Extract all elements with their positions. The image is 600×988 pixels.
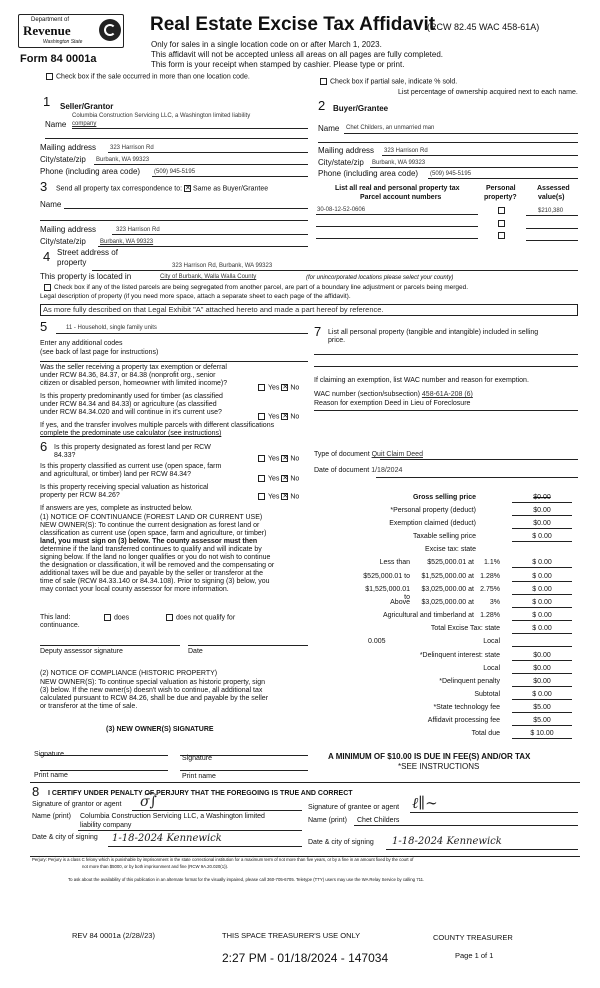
does-not-qualify-option[interactable]: does not qualify for	[166, 614, 235, 622]
grantee-date-city[interactable]: 1-18-2024 Kennewick	[392, 836, 502, 847]
additional-codes-see: (see back of last page for instructions)	[40, 349, 159, 356]
subtotal[interactable]: $ 0.00	[512, 691, 572, 700]
grantor-name-2[interactable]: liability company	[80, 822, 132, 829]
buyer-mailing-label: Mailing address	[318, 146, 375, 155]
personal-header-2: property?	[484, 194, 517, 201]
partial-sale-checkbox[interactable]	[320, 78, 327, 85]
notice-3-title: (3) NEW OWNER(S) SIGNATURE	[106, 726, 214, 733]
form-title: Real Estate Excise Tax Affidavit	[150, 14, 436, 35]
notice-1-title: (1) NOTICE OF CONTINUANCE (FOREST LAND OR CURRENT USE)	[40, 514, 263, 521]
list-percentage-note: List percentage of ownership acquired next to each name.	[398, 89, 578, 96]
form-rcw: (RCW 82.45 WAC 458-61A)	[427, 22, 540, 32]
tier-2-value[interactable]: $ 0.00	[512, 573, 572, 582]
personal-property-checkbox-3[interactable]	[498, 232, 505, 239]
personal-property-deduct[interactable]: $0.00	[512, 507, 572, 516]
ag-value[interactable]: $ 0.00	[512, 612, 572, 621]
tier-3-value[interactable]: $ 0.00	[512, 586, 572, 595]
street-address-value[interactable]: 323 Harrison Rd, Burbank, WA 99323	[172, 263, 273, 269]
receipt-stamp: 2:27 PM - 01/18/2024 - 147034	[222, 951, 389, 965]
assessed-value[interactable]: $210,380	[538, 208, 564, 214]
taxable-selling-price[interactable]: $ 0.00	[512, 533, 572, 542]
q2-yes-no[interactable]: Yes ✕ No	[258, 413, 299, 421]
revision-number: REV 84 0001a (2/28//23)	[72, 931, 155, 940]
street-address-label-2: property	[57, 258, 87, 267]
doc-type-value[interactable]: Quit Claim Deed	[371, 451, 423, 458]
logo-swirl-icon	[99, 19, 121, 41]
buyer-name-value[interactable]: Chet Childers, an unmarried man	[346, 125, 435, 131]
notice-2-text: NEW OWNER(S): To continue special valuation as historic property, sign (3) below. If the new owner(s) doesn't wish to continue, all additional tax calculated pursuant to RCW 84.26, shall be due and payable by the seller or transferor at the time of sale.	[40, 679, 269, 711]
seller-name-line	[72, 128, 308, 129]
buyer-mailing-value[interactable]: 323 Harrison Rd	[384, 148, 428, 154]
segregated-checkbox-row[interactable]: Check box if any of the listed parcels are being segregated from another parcel, are part of a boundary line adjustment or parcels being merged.	[44, 284, 468, 292]
located-label: This property is located in	[40, 272, 132, 281]
seller-name-value-1[interactable]: Columbia Construction Servicing LLC, a Washington limited liability	[72, 113, 251, 119]
seller-name-value-2[interactable]: company	[72, 121, 97, 127]
total-excise-state[interactable]: $ 0.00	[512, 625, 572, 634]
personal-property-checkbox-2[interactable]	[498, 220, 505, 227]
doc-type-row: Type of document Quit Claim Deed	[314, 451, 423, 458]
doc-date-value[interactable]: 1/18/2024	[371, 467, 403, 474]
page-number: Page 1 of 1	[455, 951, 494, 960]
does-qualify-option[interactable]: does	[104, 614, 129, 622]
grantor-date-city[interactable]: 1-18-2024 Kennewick	[112, 833, 222, 844]
section-8-number: 8	[32, 784, 40, 799]
s6-q3-no-checkbox[interactable]	[281, 493, 288, 500]
legal-description-label: Legal description of property (if you need more space, attach a separate sheet to each page of the affidavit).	[40, 293, 351, 300]
q2-yes-checkbox[interactable]	[258, 413, 265, 420]
personal-header-1: Personal	[486, 185, 516, 192]
delinquent-local[interactable]: $0.00	[512, 665, 572, 674]
section-2-number: 2	[318, 98, 326, 113]
buyer-city-label: City/state/zip	[318, 158, 364, 167]
doc-date-row: Date of document 1/18/2024	[314, 467, 403, 474]
street-address-label-1: Street address of	[57, 248, 118, 257]
assessed-header-2: value(s)	[538, 194, 565, 201]
local-excise[interactable]	[512, 638, 572, 647]
s6-q3-yes-no[interactable]: Yes ✕ No	[258, 493, 299, 501]
buyer-title: Buyer/Grantee	[333, 104, 389, 113]
logo-dept-line1: Department of	[31, 17, 70, 23]
exemption-reason[interactable]: Reason for exemption Deed in Lieu of Foreclosure	[314, 400, 471, 407]
partial-sale-checkbox-row[interactable]: Check box if partial sale, indicate % sold.	[320, 78, 457, 86]
buyer-phone-label: Phone (including area code)	[318, 169, 419, 178]
seller-name-line-2	[45, 138, 308, 139]
seller-city-value[interactable]: Burbank, WA 99323	[96, 157, 150, 163]
assessed-header-1: Assessed	[537, 185, 570, 192]
grantor-name-1[interactable]: Columbia Construction Servicing LLC, a Washington limited	[80, 813, 265, 820]
s6-q2-yes-no[interactable]: Yes ✕ No	[258, 475, 299, 483]
section-1-number: 1	[43, 94, 51, 109]
land-use-code[interactable]: 11 - Household, single family units	[66, 325, 157, 331]
s6-q2-no-checkbox[interactable]	[281, 475, 288, 482]
header-sub1: Only for sales in a single location code on or after March 1, 2023.	[151, 40, 382, 49]
same-as-buyer-checkbox[interactable]	[184, 185, 191, 192]
parcel-number[interactable]: 30-08-12-52-0606	[317, 207, 366, 213]
tier-1-value[interactable]: $ 0.00	[512, 559, 572, 568]
gross-selling-price[interactable]: $0.00	[512, 494, 572, 503]
parcel-header-2: Parcel account numbers	[360, 194, 442, 201]
seller-title: Seller/Grantor	[60, 102, 114, 111]
logo-dept-line2: Revenue	[23, 23, 71, 38]
section-6-number: 6	[40, 439, 48, 454]
alt-format-note: To ask about the availability of this publication in an alternate format for the visually impaired, please call 360-705-6705. Teletype (TTY) users may use the WA Relay Service by calling 711.	[68, 877, 425, 882]
buyer-name-label: Name	[318, 124, 340, 133]
located-value[interactable]: City of Burbank, Walla Walla County	[160, 274, 257, 280]
dor-logo	[18, 14, 124, 48]
form-number: Form 84 0001a	[20, 53, 97, 65]
local-rate: 0.005	[368, 638, 386, 645]
perjury-note-2: not more than $5000, or by both imprisonment and fine (RCW 9A.20.020(1)).	[82, 864, 229, 869]
buyer-city-value[interactable]: Burbank, WA 99323	[372, 160, 426, 166]
s6-q3-yes-checkbox[interactable]	[258, 493, 265, 500]
treasurer-use-label: THIS SPACE TREASURER'S USE ONLY	[222, 931, 361, 940]
s6-q1-no-checkbox[interactable]	[281, 455, 288, 462]
grantee-signature[interactable]: ℓ∥∼	[412, 794, 438, 812]
see-instructions: *SEE INSTRUCTIONS	[398, 762, 480, 771]
correspondence-text: Send all property tax correspondence to: ✕ Same as Buyer/Grantee	[56, 185, 268, 193]
s3-city-value[interactable]: Burbank, WA 99323	[100, 239, 154, 245]
s3-name-label: Name	[40, 200, 62, 209]
total-due[interactable]: $ 10.00	[512, 730, 572, 739]
section-5-number: 5	[40, 319, 48, 334]
tier-4-value[interactable]: $ 0.00	[512, 599, 572, 608]
legal-description-box[interactable]: As more fully described on that Legal Exhibit "A" attached hereto and made a part hereof by reference.	[40, 304, 578, 316]
section-7-number: 7	[314, 324, 322, 339]
exemption-claimed[interactable]: $0.00	[512, 520, 572, 529]
segregated-checkbox[interactable]	[44, 284, 51, 291]
seller-mailing-value[interactable]: 323 Harrison Rd	[110, 145, 154, 151]
affidavit-fee[interactable]: $5.00	[512, 717, 572, 726]
q1-yes-checkbox[interactable]	[258, 384, 265, 391]
wac-number-value[interactable]: 458-61A-208 (6)	[421, 391, 473, 398]
seller-phone-value[interactable]: (509) 945-5195	[154, 169, 196, 175]
seller-phone-label: Phone (including area code)	[40, 167, 141, 176]
s3-city-label: City/state/zip	[40, 237, 86, 246]
unincorporated-note: (for unincorporated locations please select your county)	[306, 275, 454, 281]
q1-no-checkbox[interactable]	[281, 384, 288, 391]
header-sub2: This affidavit will not be accepted unless all areas on all pages are fully completed.	[151, 50, 444, 59]
additional-codes-label: Enter any additional codes	[40, 340, 123, 347]
s6-q1-yes-no[interactable]: Yes ✕ No	[258, 455, 299, 463]
grantee-name[interactable]: Chet Childers	[357, 817, 400, 824]
perjury-note-1: Perjury: Perjury is a class C felony which is punishable by imprisonment in the state correctional institution for a maximum term of not more than five years, or by a fine in an amount fixed by the court of	[32, 857, 414, 862]
seller-city-label: City/state/zip	[40, 155, 86, 164]
does-checkbox[interactable]	[104, 614, 111, 621]
county-treasurer-label: COUNTY TREASURER	[433, 933, 513, 942]
notice-2-title: (2) NOTICE OF COMPLIANCE (HISTORIC PROPERTY)	[40, 670, 218, 677]
s6-q1-yes-checkbox[interactable]	[258, 455, 265, 462]
header-sub3: This form is your receipt when stamped by cashier. Please type or print.	[151, 60, 405, 69]
technology-fee[interactable]: $5.00	[512, 704, 572, 713]
certify-statement: I CERTIFY UNDER PENALTY OF PERJURY THAT THE FOREGOING IS TRUE AND CORRECT	[48, 790, 353, 797]
delinquent-interest-state[interactable]: $0.00	[512, 652, 572, 661]
delinquent-penalty[interactable]: $0.00	[512, 678, 572, 687]
q1-yes-no[interactable]: Yes ✕ No	[258, 384, 299, 392]
parcel-header-1: List all real and personal property tax	[335, 185, 460, 192]
s3-mailing-label: Mailing address	[40, 225, 97, 234]
does-not-checkbox[interactable]	[166, 614, 173, 621]
wac-number-row: WAC number (section/subsection) 458-61A-208 (6)	[314, 391, 473, 398]
logo-dept-line3: Washington State	[43, 39, 83, 45]
q2-no-checkbox[interactable]	[281, 413, 288, 420]
notice-1-text: NEW OWNER(S): To continue the current designation as forest land or classification as current use (open space, farm and agriculture, or timber) land, you must sign on (3) below. The county assessor must then determine if the land transferred continues to qualify and will indicate by signing below. If the land no longer qualifies or you do not wish to continue the designation or classification, it will be removed and the compensating or additional taxes will be due and payable by the seller or transferor at the time of sale (RCW 84.33.140 or 84.34.108). Prior to signing (3) below, you may contact your local county assessor for more information.	[40, 522, 275, 594]
multi-location-checkbox-row[interactable]: Check box if the sale occurred in more than one location code.	[46, 73, 250, 81]
seller-name-label: Name	[45, 120, 67, 129]
minimum-due-note: A MINIMUM OF $10.00 IS DUE IN FEE(S) AND/OR TAX	[328, 752, 531, 761]
grantor-signature[interactable]: σ͡∫	[140, 794, 157, 810]
seller-mailing-label: Mailing address	[40, 143, 97, 152]
personal-property-checkbox-1[interactable]	[498, 207, 505, 214]
s3-mailing-value[interactable]: 323 Harrison Rd	[116, 227, 160, 233]
buyer-phone-value[interactable]: (509) 945-5195	[430, 171, 472, 177]
s6-q2-yes-checkbox[interactable]	[258, 475, 265, 482]
multi-location-checkbox[interactable]	[46, 73, 53, 80]
section-3-number: 3	[40, 179, 48, 194]
section-4-number: 4	[43, 249, 51, 264]
